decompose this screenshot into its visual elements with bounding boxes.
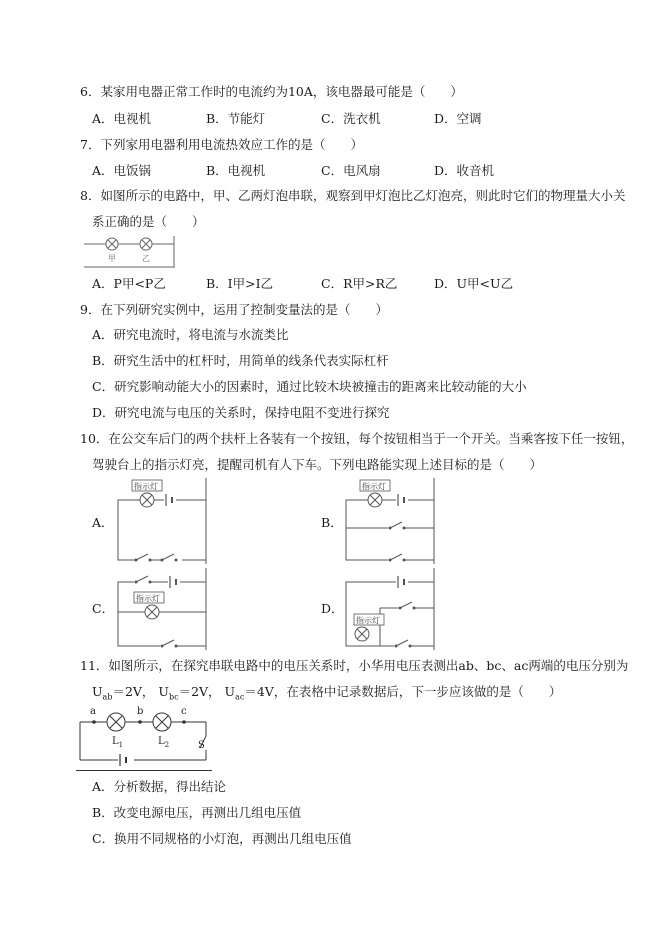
q11-figure-underline: [76, 770, 212, 771]
q7-option-b: B．电视机: [206, 163, 266, 178]
q7-option-a: A．电饭锅: [92, 163, 152, 178]
q6-stem: 6．某家用电器正常工作时的电流约为10A，该电器最可能是（ ）: [80, 84, 463, 99]
q10-circuit-d: [340, 568, 440, 650]
q8-stem-line1: 8．如图所示的电路中，甲、乙两灯泡串联，观察到甲灯泡比乙灯泡亮，则此时它们的物理量大小关: [80, 188, 626, 203]
q10-circuit-c: [112, 568, 212, 650]
q6-option-b: B．节能灯: [206, 111, 266, 126]
q10-option-b-letter: B．: [321, 515, 343, 530]
q9-option-a: A．研究电流时，将电流与水流类比: [92, 327, 289, 342]
q9-option-d: D．研究电流与电压的关系时，保持电阻不变进行探究: [92, 405, 390, 420]
q7-stem: 7．下列家用电器利用电流热效应工作的是（ ）: [80, 137, 363, 152]
q6-option-c: C．洗衣机: [321, 111, 381, 126]
q11-option-a: A．分析数据，得出结论: [92, 779, 227, 794]
q11-lamp-l1-label: $L_1$: [112, 736, 124, 749]
q7-option-d: D．收音机: [434, 163, 495, 178]
q8-option-d: D．U甲<U乙: [434, 276, 514, 291]
q11-point-c: c: [181, 706, 187, 717]
q6-option-d: D．空调: [434, 111, 482, 126]
q8-lamp-jia-label: 甲: [108, 254, 116, 263]
q6-option-a: A．电视机: [92, 111, 152, 126]
q10c-lamp-label: 指示灯: [136, 594, 160, 603]
q11-lamp-l2-label: $L_2$: [158, 736, 170, 749]
q10-option-a-letter: A．: [92, 515, 114, 530]
q8-option-b: B．I甲>I乙: [206, 276, 274, 291]
q9-stem: 9．在下列研究实例中，运用了控制变量法的是（ ）: [80, 302, 388, 317]
q10-option-d-letter: D．: [321, 601, 344, 616]
q10a-lamp-label: 指示灯: [134, 482, 158, 491]
q11-point-b: b: [137, 706, 144, 717]
q9-option-c: C．研究影响动能大小的因素时，通过比较木块被撞击的距离来比较动能的大小: [92, 379, 527, 394]
q8-option-c: C．R甲>R乙: [321, 276, 398, 291]
q8-lamp-yi-label: 乙: [142, 254, 150, 263]
q7-option-c: C．电风扇: [321, 163, 381, 178]
q10-option-c-letter: C．: [92, 601, 115, 616]
q8-option-a: A．P甲<P乙: [92, 276, 166, 291]
q10-circuit-b: [340, 478, 440, 564]
q11-stem-line2: $U_{ab}=2V$， $U_{bc}=2V$， $U_{ac}=4V$，在表格中记录数据后，下一步应该做的是（ ）: [92, 684, 562, 702]
q11-option-c: C．换用不同规格的小灯泡，再测出几组电压值: [92, 831, 352, 846]
q10-stem-line1: 10．在公交车后门的两个扶杆上各装有一个按钮，每个按钮相当于一个开关。当乘客按下任一按钮，: [80, 431, 634, 446]
q11-circuit-figure: [76, 704, 216, 774]
q11-point-a: a: [90, 706, 96, 717]
q10b-lamp-label: 指示灯: [362, 482, 386, 491]
q10-circuit-a: [112, 478, 212, 564]
q8-circuit-figure: [82, 234, 178, 268]
q11-stem-line1: 11．如图所示，在探究串联电路中的电压关系时，小华用电压表测出ab、bc、ac两端的电压分别为: [80, 658, 629, 673]
q9-option-b: B．研究生活中的杠杆时，用简单的线条代表实际杠杆: [92, 353, 389, 368]
q8-stem-line2: 系正确的是（ ）: [92, 214, 205, 229]
q11-option-b: B．改变电源电压，再测出几组电压值: [92, 805, 302, 820]
q10d-lamp-label: 指示灯: [356, 616, 380, 625]
q11-switch-label: S: [198, 740, 205, 751]
q10-stem-line2: 驾驶台上的指示灯亮，提醒司机有人下车。下列电路能实现上述目标的是（ ）: [92, 457, 543, 472]
